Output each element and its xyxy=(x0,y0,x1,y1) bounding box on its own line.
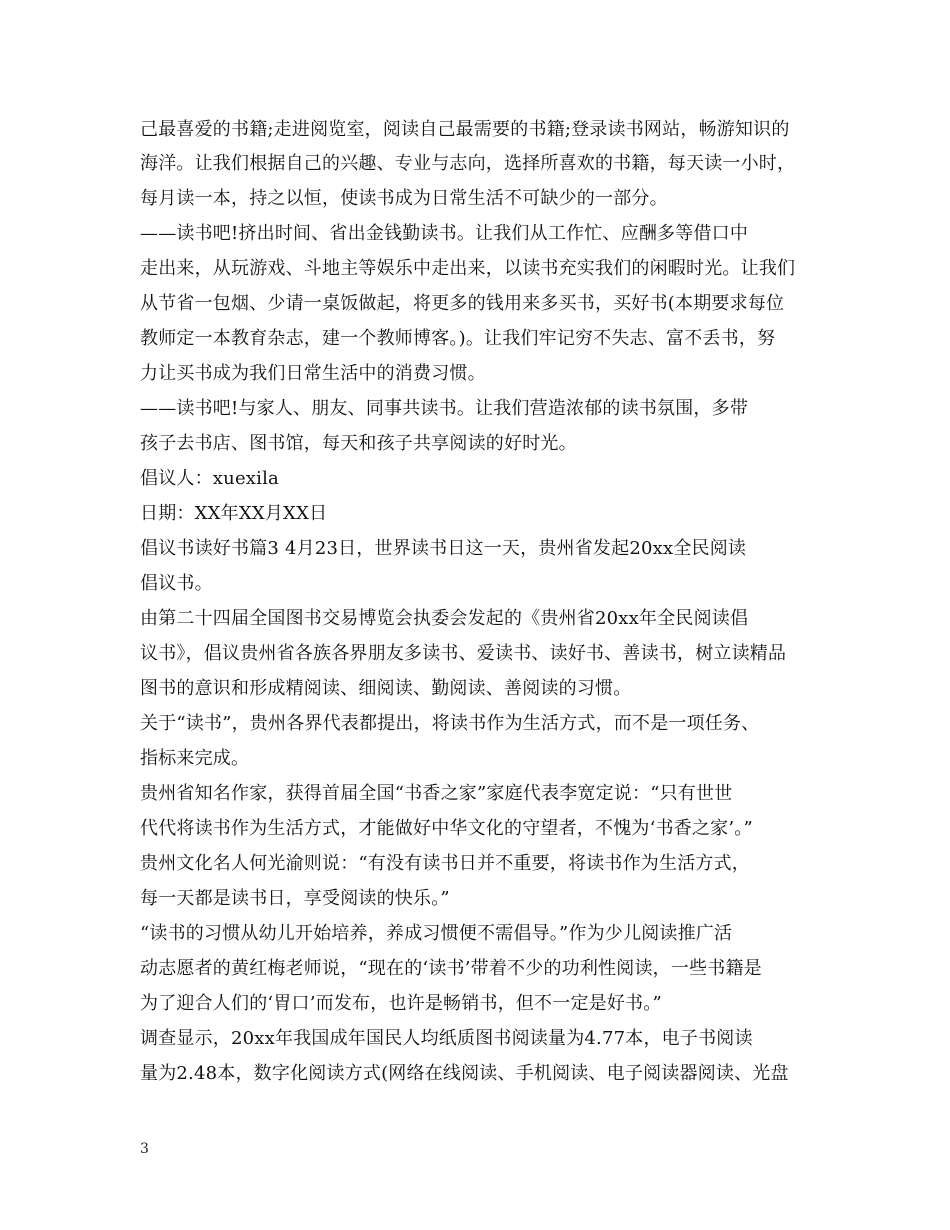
date-line: 日期：XX年XX月XX日 xyxy=(140,503,328,524)
body-text-line: 由第二十四届全国图书交易博览会执委会发起的《贵州省20xx年全民阅读倡 xyxy=(140,608,749,629)
body-text-line: 教师定一本教育杂志，建一个教师博客。)。让我们牢记穷不失志、富不丢书，努 xyxy=(140,328,776,349)
body-text-line: 从节省一包烟、少请一桌饭做起，将更多的钱用来多买书，买好书(本期要求每位 xyxy=(140,293,785,314)
body-text-line: 海洋。让我们根据自己的兴趣、专业与志向，选择所喜欢的书籍，每天读一小时， xyxy=(140,153,796,174)
body-text-line: 走出来，从玩游戏、斗地主等娱乐中走出来，以读书充实我们的闲暇时光。让我们 xyxy=(140,258,796,279)
body-text-line: 每月读一本，持之以恒，使读书成为日常生活不可缺少的一部分。 xyxy=(140,188,668,209)
body-text-line: 倡议书。 xyxy=(140,573,213,594)
body-text-line: 关于“读书”，贵州各界代表都提出，将读书作为生活方式，而不是一项任务、 xyxy=(140,713,760,734)
body-text-line: 调查显示，20xx年我国成年国民人均纸质图书阅读量为4.77本，电子书阅读 xyxy=(140,1028,753,1049)
body-text-line: 为了迎合人们的‘胃口’而发布，也许是畅销书，但不一定是好书。” xyxy=(140,993,662,1014)
body-text-line: 代代将读书作为生活方式，才能做好中华文化的守望者，不愧为‘书香之家’。” xyxy=(140,818,753,839)
body-text-line: 孩子去书店、图书馆，每天和孩子共享阅读的好时光。 xyxy=(140,433,577,454)
page-number: 3 xyxy=(140,1141,149,1157)
body-text-line: 每一天都是读书日，享受阅读的快乐。” xyxy=(140,888,450,909)
section-heading-line: 倡议书读好书篇3 4月23日，世界读书日这一天，贵州省发起20xx全民阅读 xyxy=(140,538,747,559)
body-text-line: 己最喜爱的书籍;走进阅览室，阅读自己最需要的书籍;登录读书网站，畅游知识的 xyxy=(140,119,790,140)
body-text-line: 贵州文化名人何光渝则说：“有没有读书日并不重要，将读书作为生活方式， xyxy=(140,853,750,874)
body-text-line: 议书》，倡议贵州省各族各界朋友多读书、爱读书、读好书、善读书，树立读精品 xyxy=(140,643,787,664)
body-text-line: “读书的习惯从幼儿开始培养，养成习惯便不需倡导。”作为少儿阅读推广活 xyxy=(140,923,733,944)
body-text-line: 贵州省知名作家，获得首届全国“书香之家”家庭代表李宽定说：“只有世世 xyxy=(140,783,733,804)
body-text-line: ——读书吧!挤出时间、省出金钱勤读书。让我们从工作忙、应酬多等借口中 xyxy=(140,223,749,244)
body-text-line: 力让买书成为我们日常生活中的消费习惯。 xyxy=(140,363,486,384)
body-text-line: 量为2.48本，数字化阅读方式(网络在线阅读、手机阅读、电子阅读器阅读、光盘 xyxy=(140,1063,789,1084)
body-text-line: 指标来完成。 xyxy=(140,748,250,769)
body-text-line: ——读书吧!与家人、朋友、同事共读书。让我们营造浓郁的读书氛围，多带 xyxy=(140,398,749,419)
body-text-line: 图书的意识和形成精阅读、细阅读、勤阅读、善阅读的习惯。 xyxy=(140,678,632,699)
signature-line: 倡议人：xuexila xyxy=(140,468,279,489)
body-text-line: 动志愿者的黄红梅老师说，“现在的‘读书’带着不少的功利性阅读，一些书籍是 xyxy=(140,958,762,979)
